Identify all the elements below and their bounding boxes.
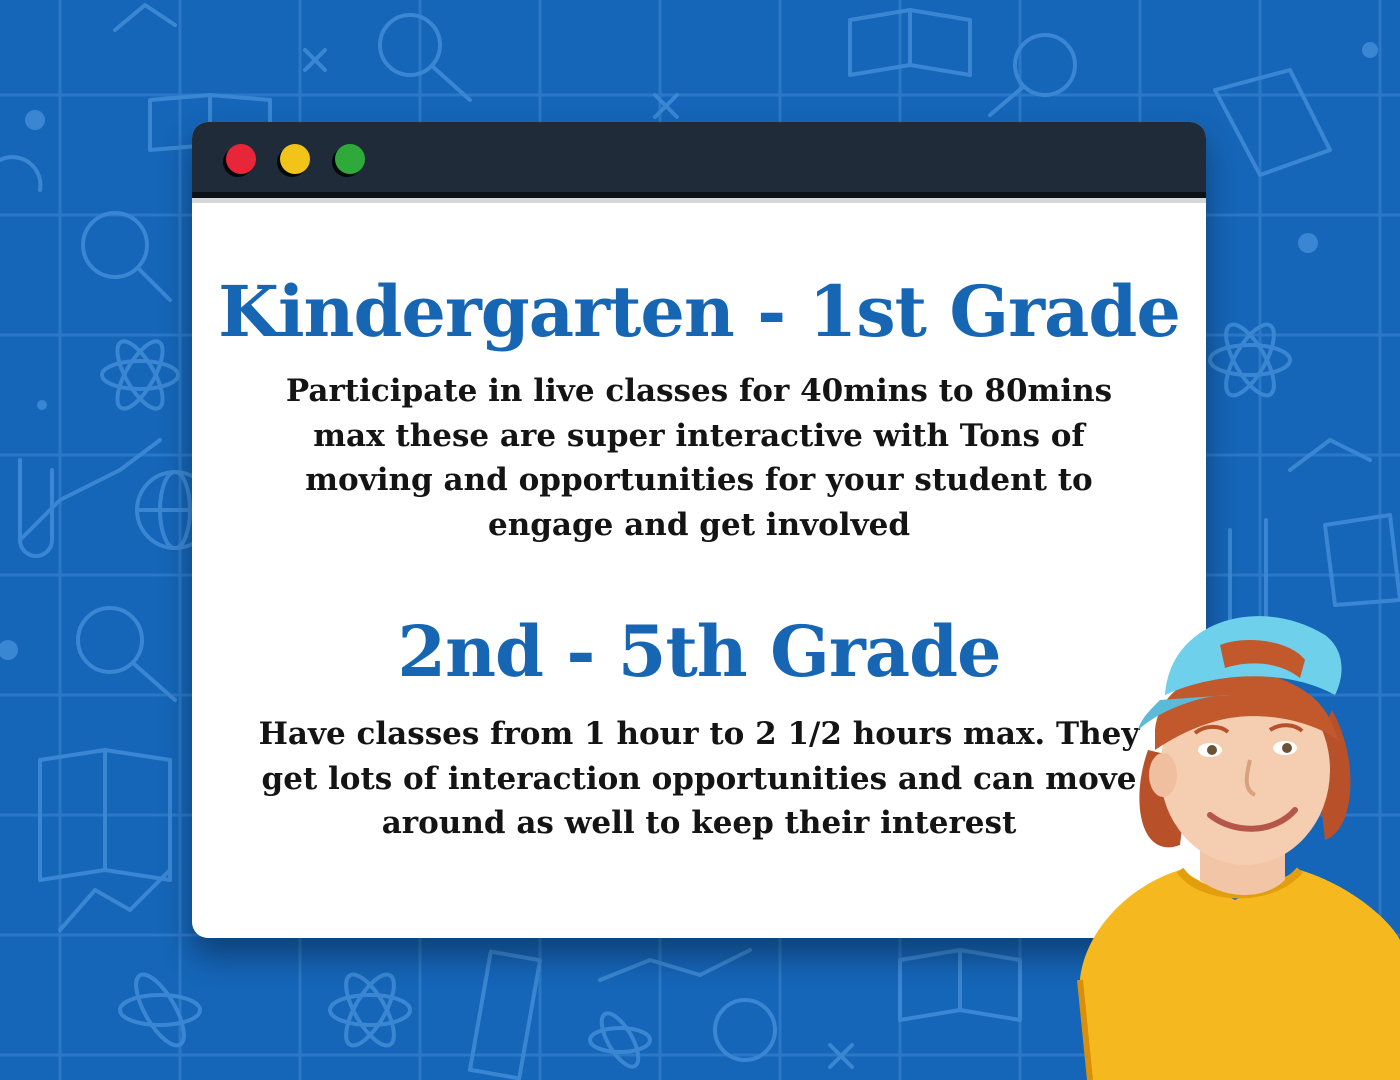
window-titlebar: [192, 122, 1206, 198]
book-icon: [1325, 515, 1400, 605]
maximize-dot-icon[interactable]: [335, 144, 365, 174]
atom-icon: [330, 968, 410, 1052]
book-icon: [850, 10, 970, 75]
boy-photo: [1060, 600, 1400, 1080]
atom-icon: [1210, 318, 1290, 402]
kindergarten-description: Participate in live classes for 40mins to 80mins max these are super interactive with Tons of moving and opportunities for your student to engage and get involved: [285, 373, 1113, 543]
kindergarten-heading: Kindergarten - 1st Grade: [218, 270, 1180, 353]
cross-icon: [305, 50, 325, 70]
magnifier-icon: [990, 35, 1075, 115]
browser-window: [192, 122, 1206, 938]
magnifier-icon: [715, 1000, 775, 1060]
paperclip-icon: [20, 460, 52, 556]
book-icon: [1215, 70, 1330, 175]
minimize-dot-icon[interactable]: [280, 144, 310, 174]
ruler-icon: [470, 952, 540, 1079]
atom-icon: [120, 968, 200, 1052]
atom-icon: [102, 335, 178, 415]
magnifier-icon: [78, 608, 175, 700]
grade-2-5-description: Have classes from 1 hour to 2 1/2 hours max. They get lots of interaction opportunities and can move around as well to keep their interest: [258, 716, 1140, 841]
atom-icon: [590, 1008, 650, 1072]
grade-2-5-heading: 2nd - 5th Grade: [397, 610, 1001, 693]
close-dot-icon[interactable]: [226, 144, 256, 174]
magnifier-icon: [83, 213, 170, 300]
book-icon: [900, 950, 1020, 1020]
paperclip-icon: [0, 157, 40, 190]
magnifier-icon: [380, 15, 470, 100]
titlebar-divider: [192, 198, 1206, 203]
cross-icon: [655, 95, 677, 117]
